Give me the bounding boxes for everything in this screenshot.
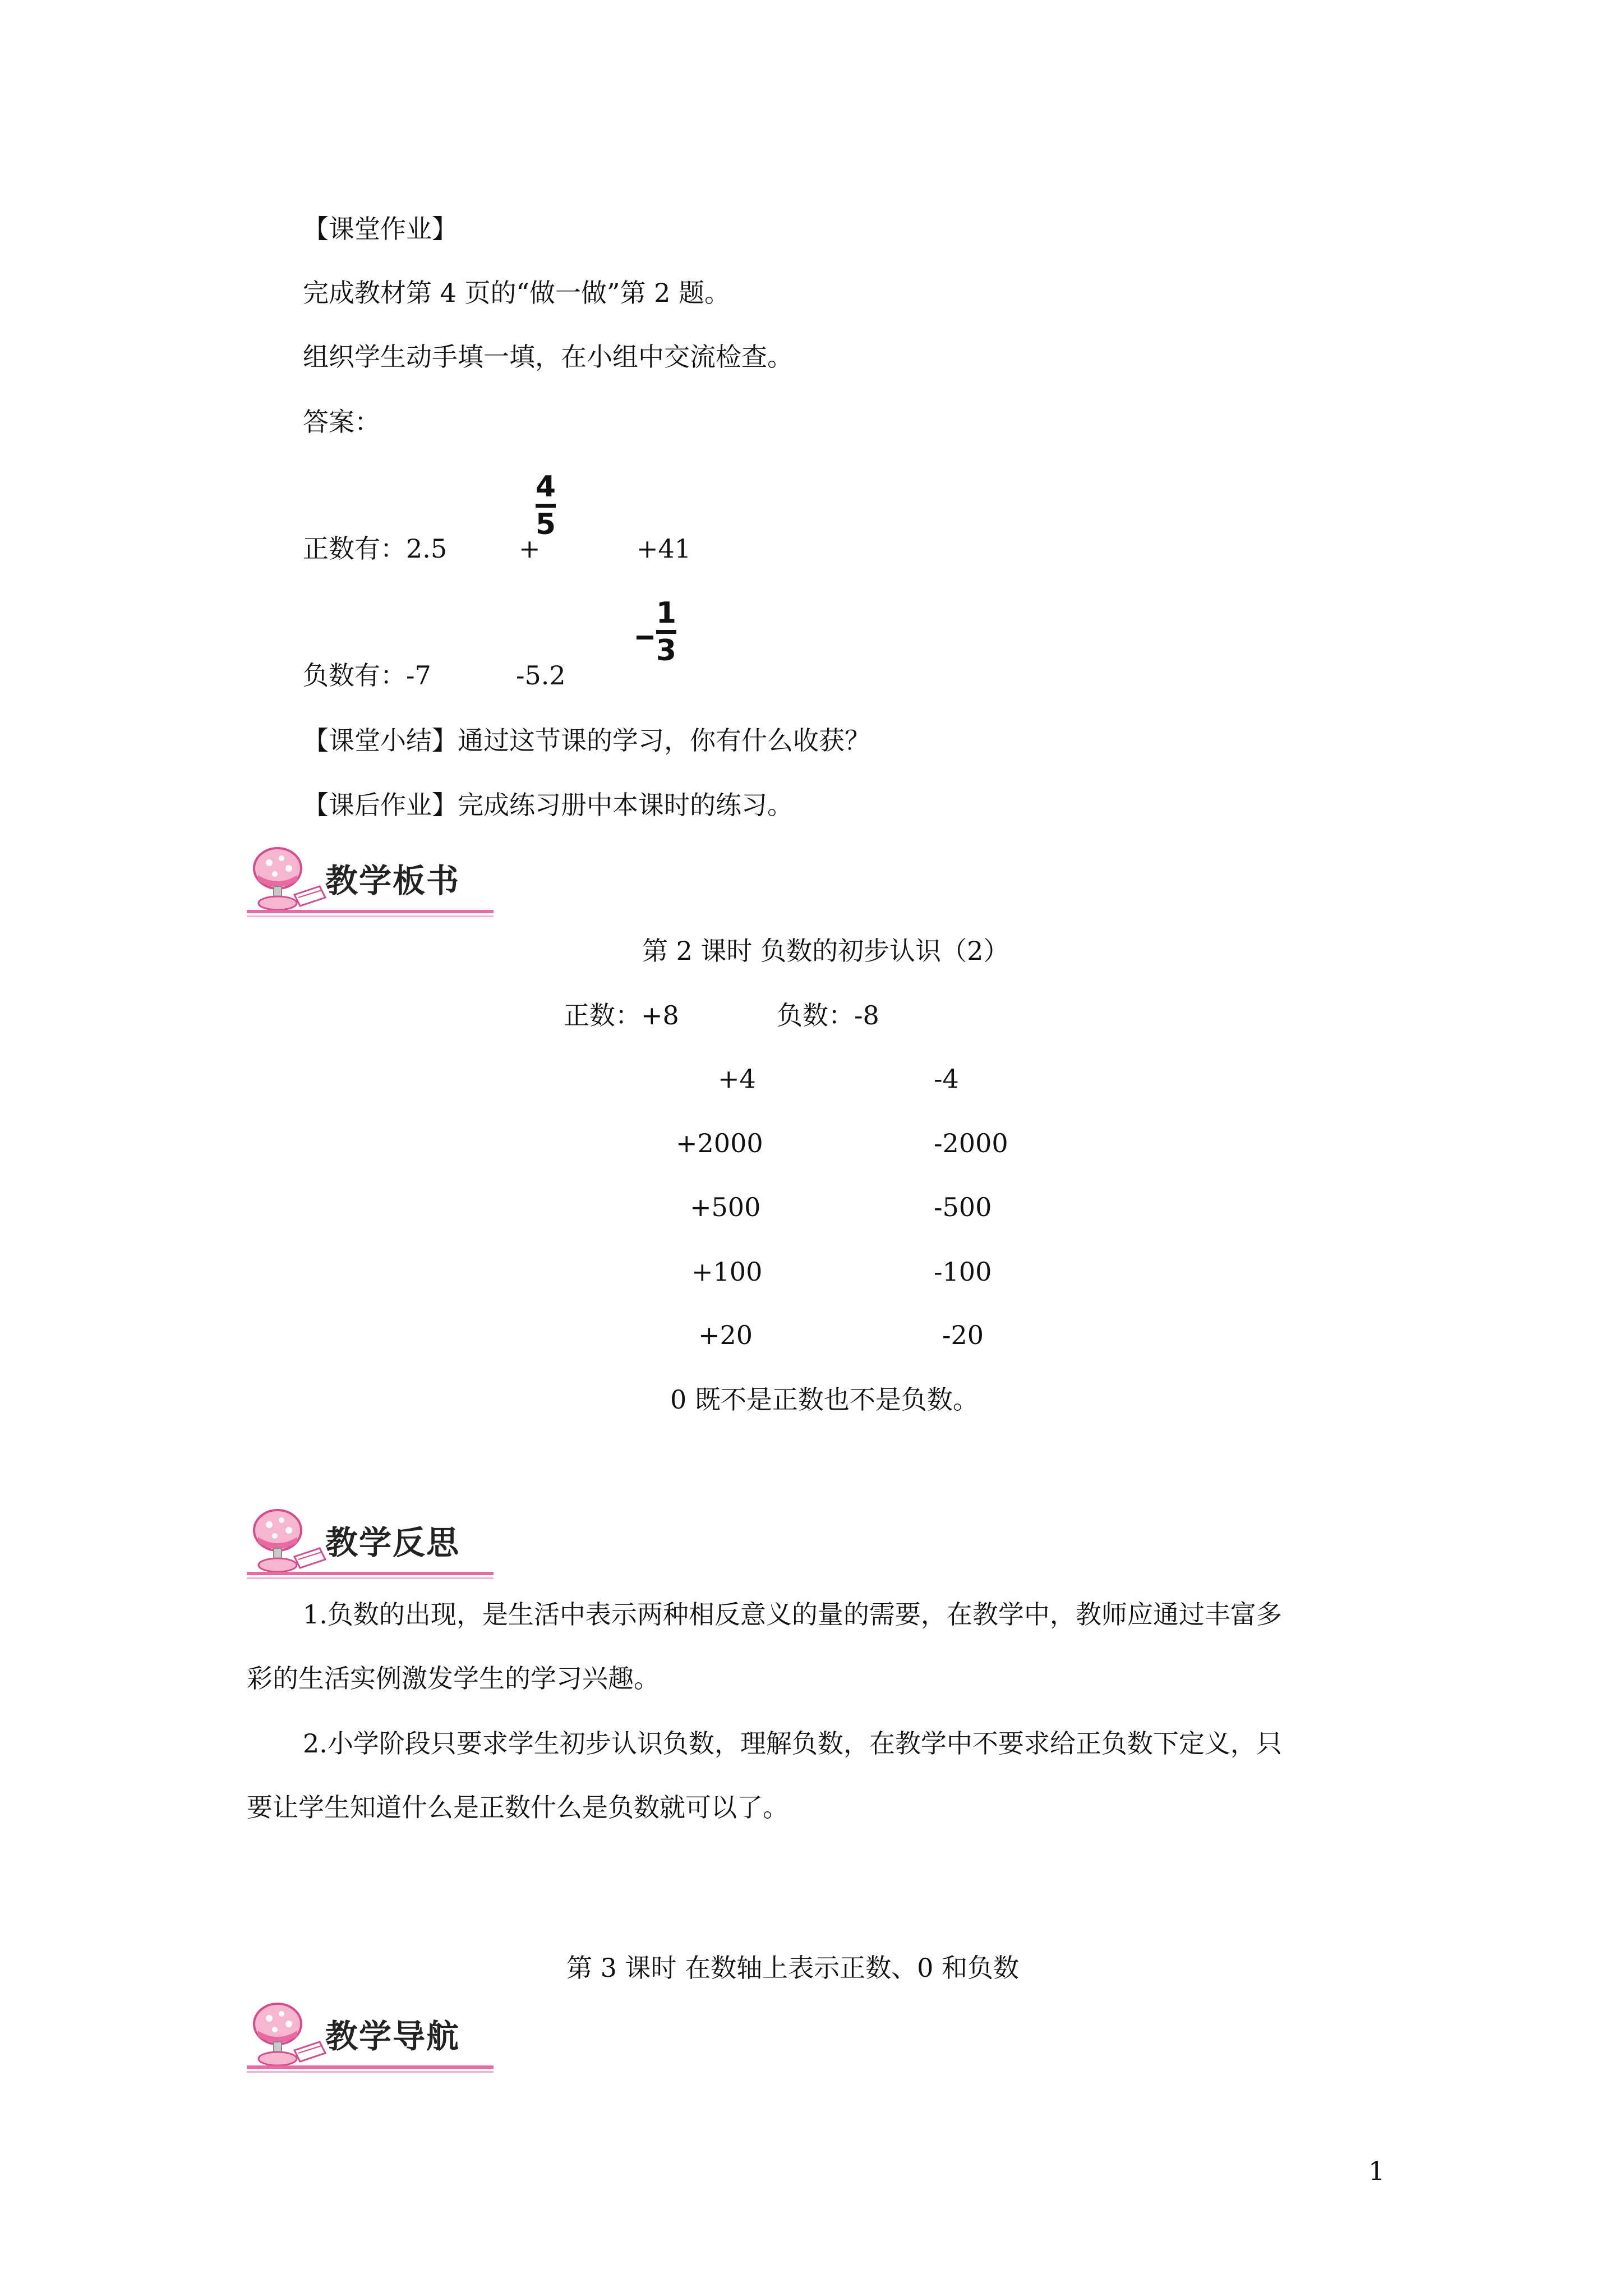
classwork-line-2: 组织学生动手填一填，在小组中交流检查。 — [303, 342, 793, 372]
badge-teaching-board — [241, 841, 494, 920]
next-lesson-title: 第 3 课时 在数轴上表示正数、0 和负数 — [566, 1953, 1020, 1983]
negative-item: -500 — [934, 1192, 992, 1222]
positive-numbers-label: 正数有：2.5 — [303, 533, 448, 564]
negative-item: -2000 — [934, 1128, 1008, 1158]
badge-label: 教学反思 — [325, 1524, 460, 1562]
positive-item: +100 — [691, 1257, 763, 1287]
classwork-line-1: 完成教材第 4 页的“做一做”第 2 题。 — [303, 278, 731, 308]
badge-label: 教学板书 — [325, 862, 460, 900]
fraction-denominator: 3 — [656, 634, 677, 668]
negative-header: 负数：-8 — [777, 1000, 879, 1030]
positive-item: +20 — [698, 1320, 753, 1350]
reflection-paragraph-1-line-2: 彩的生活实例激发学生的学习兴趣。 — [247, 1663, 660, 1694]
fraction-bar — [536, 504, 556, 508]
fraction-one-third — [655, 597, 677, 666]
positive-item: +2000 — [676, 1128, 763, 1158]
positive-item: +4 — [718, 1064, 756, 1094]
reflection-paragraph-2-line-1: 2.小学阶段只要求学生初步认识负数，理解负数，在教学中不要求给正负数下定义，只 — [303, 1728, 1282, 1759]
badge-label: 教学导航 — [325, 2017, 460, 2055]
positive-value-41: +41 — [637, 533, 691, 564]
class-summary: 【课堂小结】通过这节课的学习，你有什么收获？ — [303, 725, 870, 756]
badge-teaching-reflection — [241, 1503, 494, 1582]
answer-label: 答案： — [303, 407, 380, 437]
zero-note: 0 既不是正数也不是负数。 — [670, 1384, 979, 1415]
fraction-numerator: 4 — [535, 470, 556, 504]
negative-item: -4 — [934, 1064, 959, 1094]
positive-plus-sign: + — [519, 533, 541, 564]
after-class-homework: 【课后作业】完成练习册中本课时的练习。 — [303, 790, 793, 820]
minus-sign — [637, 636, 653, 639]
badge-teaching-navigation — [241, 1997, 494, 2076]
reflection-paragraph-2-line-2: 要让学生知道什么是正数什么是负数就可以了。 — [247, 1792, 789, 1823]
negative-item: -20 — [942, 1320, 984, 1350]
negative-numbers-label: 负数有：-7 — [303, 660, 431, 691]
classwork-heading: 【课堂作业】 — [303, 214, 458, 244]
reflection-paragraph-1-line-1: 1.负数的出现，是生活中表示两种相反意义的量的需要，在教学中，教师应通过丰富多 — [303, 1599, 1282, 1630]
fraction-bar — [656, 630, 676, 634]
fraction-numerator: 1 — [656, 596, 677, 630]
negative-value-5-2: -5.2 — [516, 660, 566, 691]
board-title: 第 2 课时 负数的初步认识（2） — [642, 936, 1009, 966]
page-number: 1 — [1368, 2156, 1385, 2186]
positive-item: +500 — [690, 1192, 761, 1222]
fraction-denominator: 5 — [535, 508, 556, 541]
positive-header: 正数：+8 — [564, 1000, 679, 1030]
negative-item: -100 — [934, 1257, 992, 1287]
fraction-four-fifths — [534, 471, 557, 540]
